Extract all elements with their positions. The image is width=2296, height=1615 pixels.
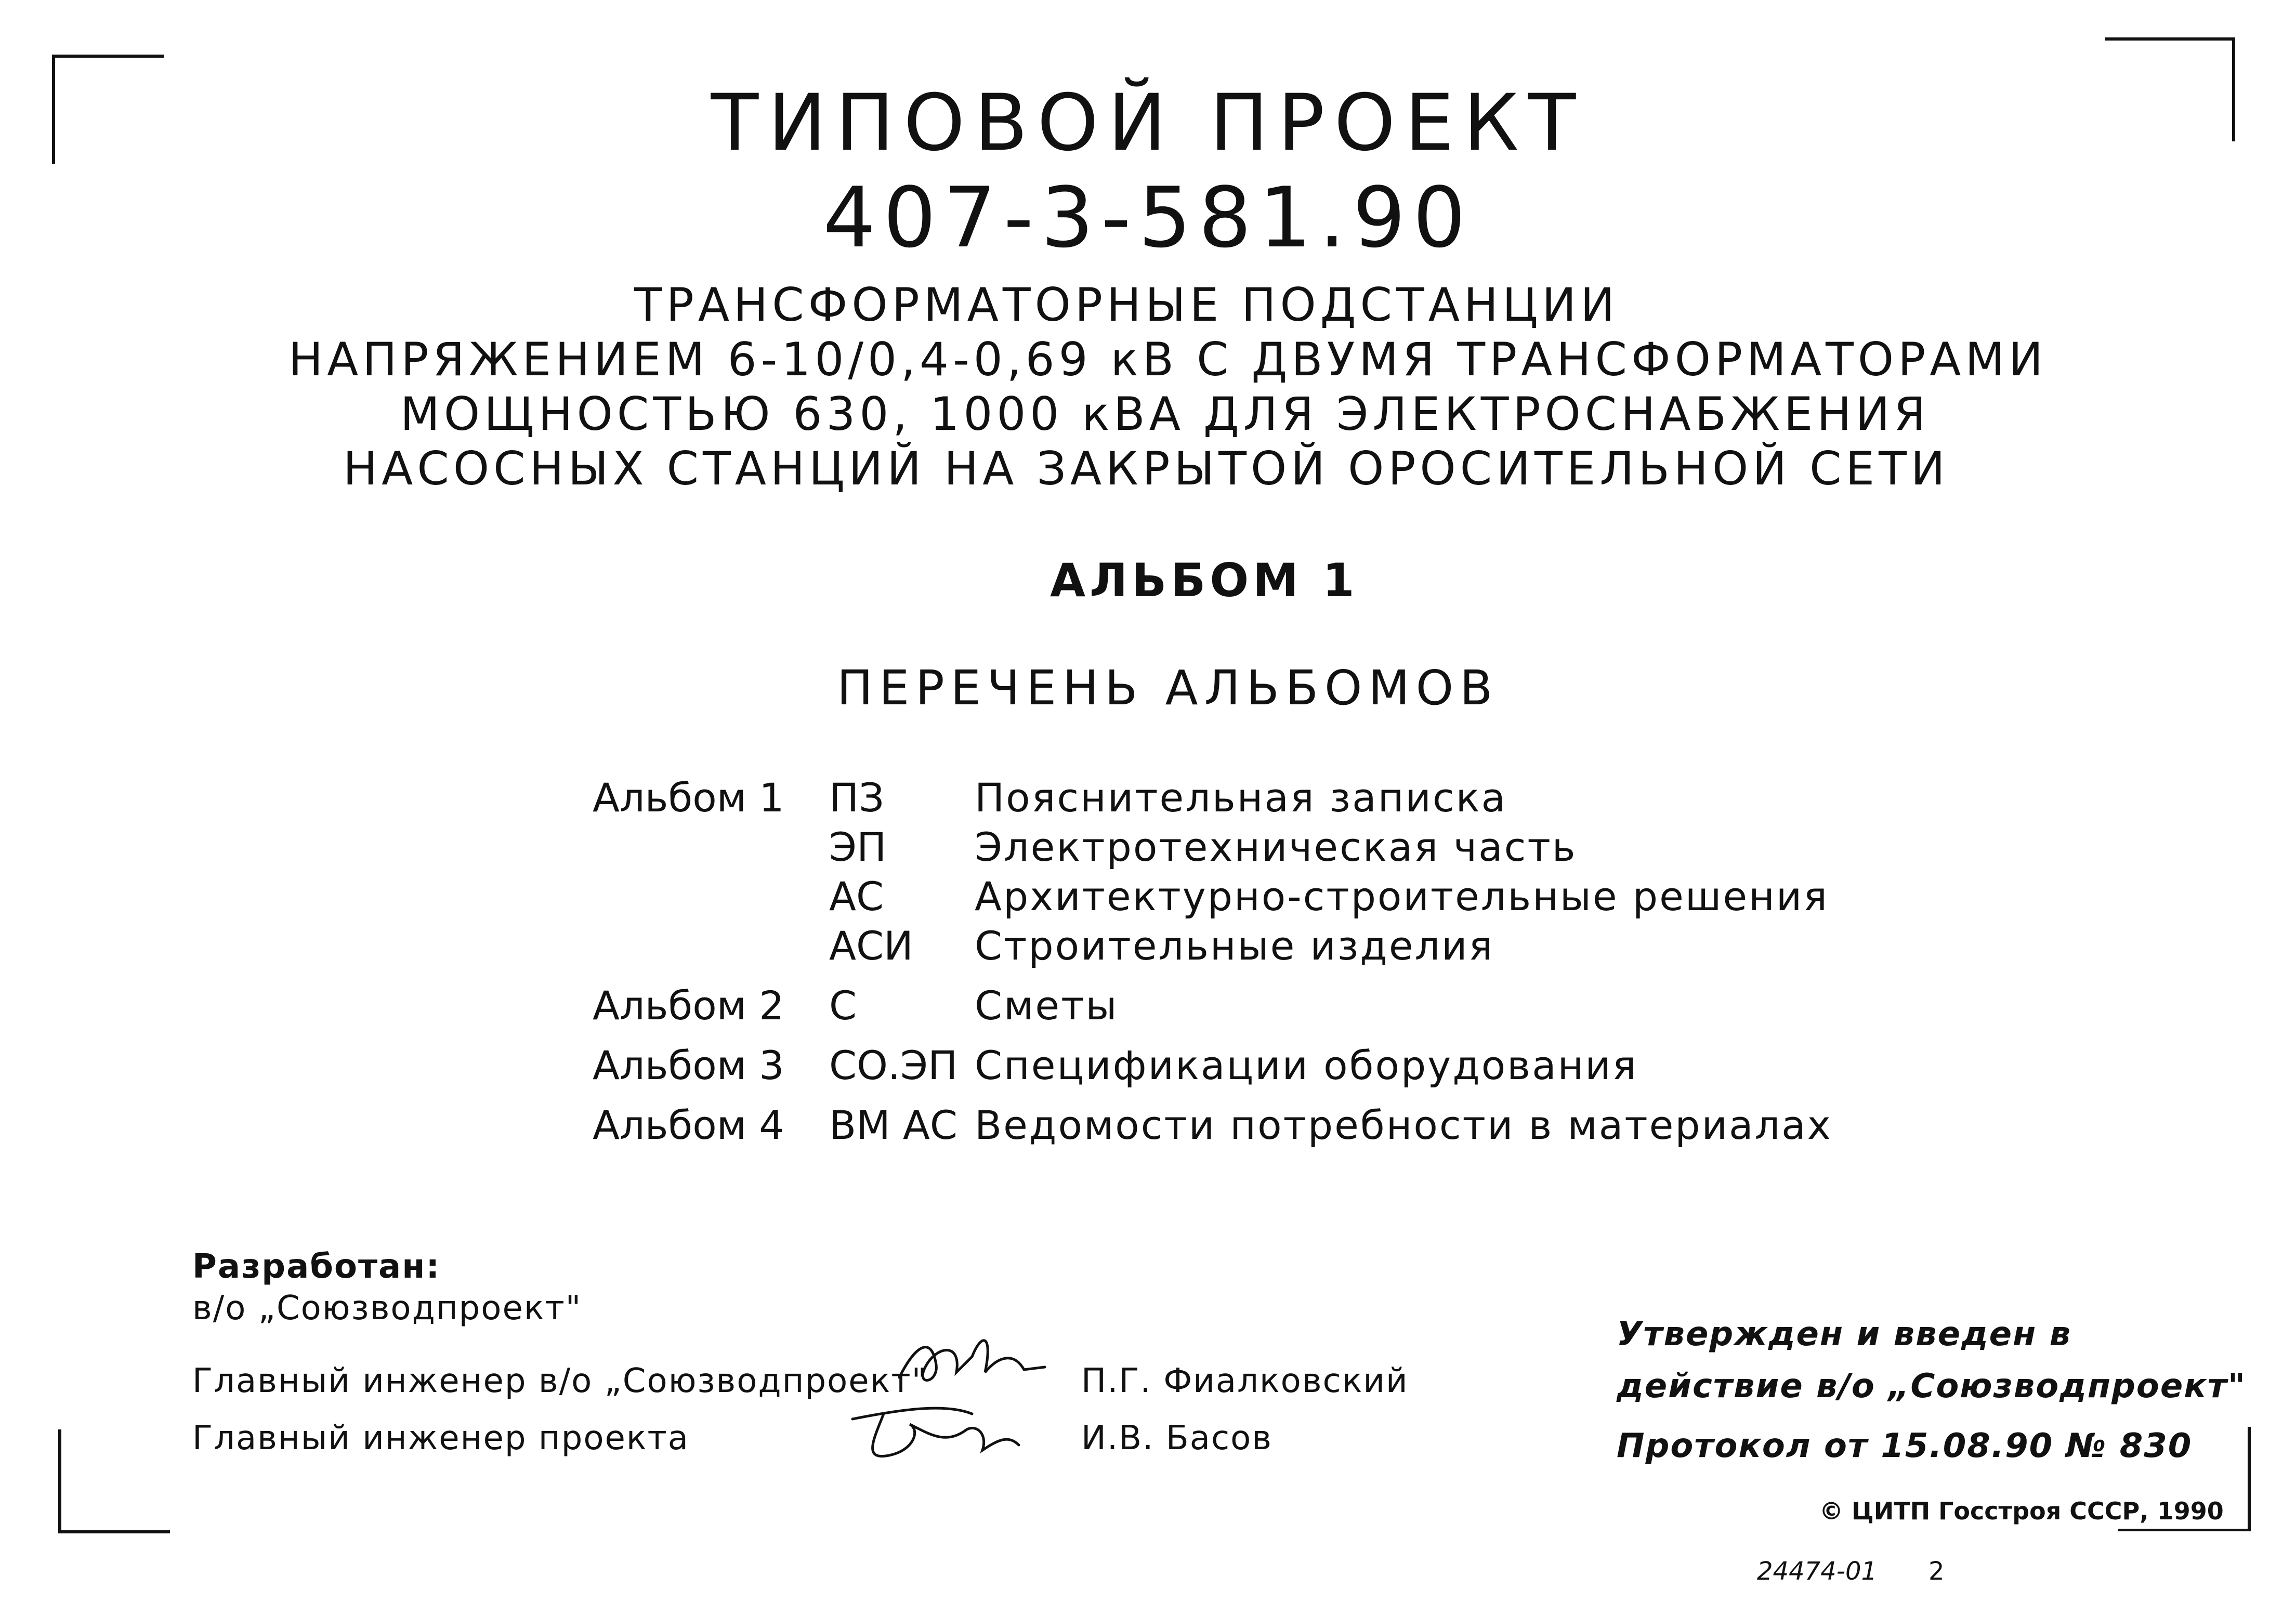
footer-code: 24474-01 xyxy=(1757,1557,1878,1586)
album-code: СО.ЭП xyxy=(829,1042,958,1088)
developer-org: в/о „Союзводпроект" xyxy=(192,1289,582,1328)
copyright-underline xyxy=(2118,1529,2251,1531)
album-description: Архитектурно-строительные решения xyxy=(975,873,1829,920)
approval-line-2: действие в/о „Союзводпроект" xyxy=(1617,1367,2247,1406)
album-description: Спецификации оборудования xyxy=(975,1042,1638,1088)
approval-line-3: Протокол от 15.08.90 № 830 xyxy=(1617,1427,2193,1465)
album-description: Строительные изделия xyxy=(975,923,1494,969)
corner-mark-top-right-h xyxy=(2105,37,2235,41)
subtitle-line-4: НАСОСНЫХ СТАНЦИЙ НА ЗАКРЫТОЙ ОРОСИТЕЛЬНОЙ СЕТИ xyxy=(343,442,1949,495)
album-code: ЭП xyxy=(829,824,887,870)
album-label: Альбом 3 xyxy=(593,1042,784,1088)
project-engineer-name: И.В. Басов xyxy=(1081,1419,1272,1458)
album-code: АС xyxy=(829,873,884,920)
corner-mark-bottom-right-v xyxy=(2248,1427,2251,1531)
signature-basov xyxy=(842,1388,1029,1471)
album-description: Электротехническая часть xyxy=(975,824,1577,870)
album-description: Пояснительная записка xyxy=(975,774,1507,821)
chief-engineer-name: П.Г. Фиалковский xyxy=(1081,1362,1409,1400)
album-heading: АЛЬБОМ 1 xyxy=(1050,554,1359,607)
list-heading: ПЕРЕЧЕНЬ АЛЬБОМОВ xyxy=(837,660,1499,716)
copyright-text: © ЦИТП Госстроя СССР, 1990 xyxy=(1819,1497,2224,1525)
page-number: 2 xyxy=(1928,1557,1945,1586)
subtitle-line-2: НАПРЯЖЕНИЕМ 6-10/0,4-0,69 кВ С ДВУМЯ ТРАНСФОРМАТОРАМИ xyxy=(288,333,2048,386)
corner-mark-bottom-left-h xyxy=(58,1530,170,1533)
album-code: С xyxy=(829,982,857,1029)
corner-mark-top-left-h xyxy=(52,55,164,58)
album-label: Альбом 4 xyxy=(593,1102,784,1148)
chief-engineer-label: Главный инженер в/о „Союзводпроект" xyxy=(192,1362,928,1400)
album-code: ПЗ xyxy=(829,774,884,821)
subtitle-line-1: ТРАНСФОРМАТОРНЫЕ ПОДСТАНЦИИ xyxy=(634,278,1619,332)
album-description: Ведомости потребности в материалах xyxy=(975,1102,1832,1148)
album-label: Альбом 2 xyxy=(593,982,784,1029)
project-number: 407-3-581.90 xyxy=(823,169,1473,266)
approval-line-1: Утвержден и введен в xyxy=(1617,1315,2072,1354)
signature-fialkovsky xyxy=(894,1325,1050,1393)
album-code: ВМ АС xyxy=(829,1102,957,1148)
album-code: АСИ xyxy=(829,923,913,969)
developer-label: Разработан: xyxy=(192,1248,441,1286)
subtitle-line-3: МОЩНОСТЬЮ 630, 1000 кВА ДЛЯ ЭЛЕКТРОСНАБЖЕНИЯ xyxy=(400,387,1930,441)
project-engineer-label: Главный инженер проекта xyxy=(192,1419,689,1458)
document-title: ТИПОВОЙ ПРОЕКТ xyxy=(711,78,1585,168)
album-label: Альбом 1 xyxy=(593,774,784,821)
album-description: Сметы xyxy=(975,982,1119,1029)
corner-mark-bottom-left-v xyxy=(58,1429,61,1533)
